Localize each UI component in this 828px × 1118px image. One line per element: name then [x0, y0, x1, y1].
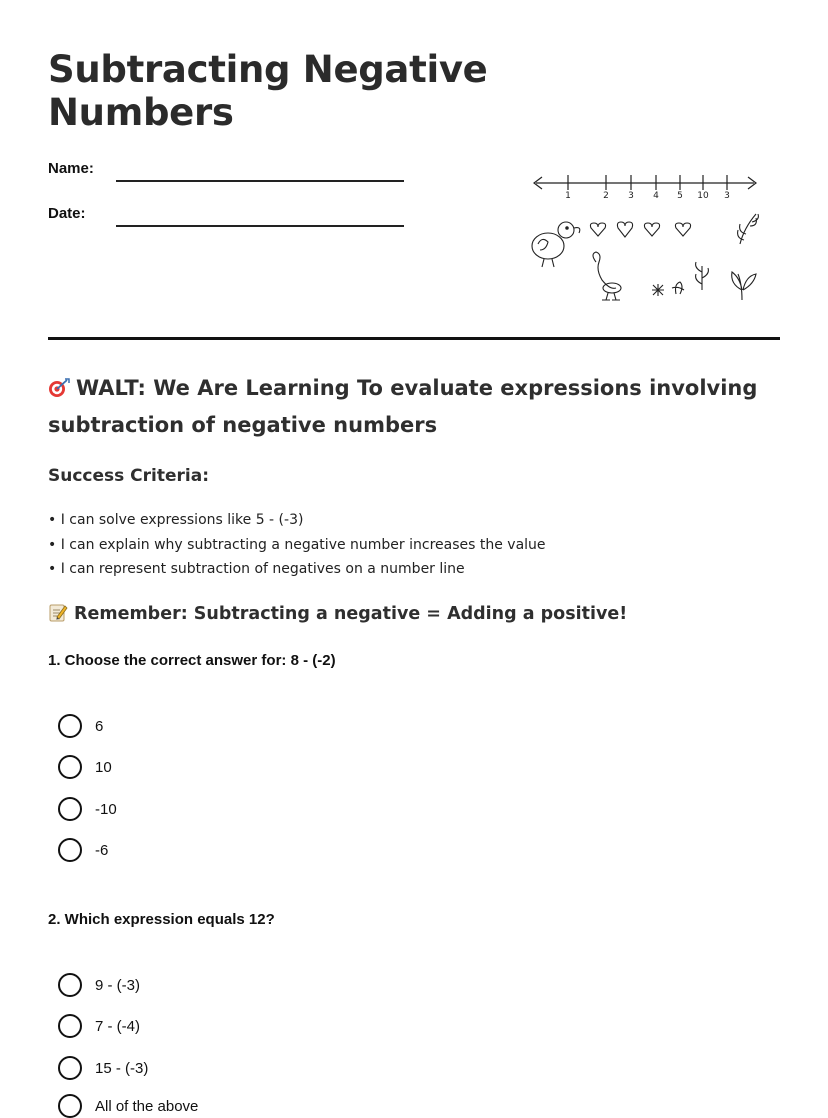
name-label: Name:	[48, 160, 94, 177]
option-label: -10	[95, 800, 117, 818]
option-label: 10	[95, 758, 112, 776]
heart-doodles	[590, 222, 690, 237]
radio-button[interactable]	[58, 755, 82, 779]
question-1-option[interactable]	[58, 838, 108, 862]
target-icon	[48, 378, 70, 398]
bird-doodle	[532, 222, 580, 267]
option-label: All of the above	[95, 1097, 199, 1115]
number-line	[534, 175, 756, 190]
walt-text: WALT: We Are Learning To evaluate expressions involving subtraction of negative numbers	[48, 376, 758, 437]
date-field[interactable]	[116, 225, 404, 227]
question-1-option[interactable]	[58, 755, 112, 779]
remember-heading	[48, 602, 627, 624]
radio-button[interactable]	[58, 797, 82, 821]
question-2-prompt: 2. Which expression equals 12?	[48, 911, 275, 928]
question-2-option[interactable]	[58, 1056, 148, 1080]
walt-heading	[48, 370, 768, 444]
radio-button[interactable]	[58, 973, 82, 997]
page-title: Subtracting Negative Numbers	[48, 48, 488, 134]
question-1-option[interactable]	[58, 797, 117, 821]
option-label: 9 - (-3)	[95, 976, 140, 994]
section-divider	[48, 337, 780, 340]
question-1-prompt: 1. Choose the correct answer for: 8 - (-2)	[48, 652, 336, 669]
radio-button[interactable]	[58, 838, 82, 862]
name-field[interactable]	[116, 180, 404, 182]
number-line-label: 10	[697, 191, 709, 201]
memo-icon	[48, 602, 68, 622]
list-item: • I can represent subtraction of negatives on a number line	[48, 561, 465, 577]
success-criteria-list	[48, 508, 546, 582]
number-line-label: 3	[628, 191, 634, 201]
flamingo-doodle	[593, 252, 621, 300]
radio-button[interactable]	[58, 1014, 82, 1038]
date-label: Date:	[48, 205, 86, 222]
number-line-label: 4	[653, 191, 659, 201]
question-2-option[interactable]	[58, 1094, 198, 1118]
radio-button[interactable]	[58, 1056, 82, 1080]
option-label: -6	[95, 841, 109, 859]
option-label: 6	[95, 717, 104, 735]
radio-button[interactable]	[58, 714, 82, 738]
number-line-label: 5	[677, 191, 683, 201]
clipart-illustration	[524, 166, 768, 308]
option-label: 7 - (-4)	[95, 1017, 140, 1035]
question-2-option[interactable]	[58, 973, 140, 997]
number-line-label: 1	[565, 191, 571, 201]
number-line-label: 2	[603, 191, 609, 201]
option-label: 15 - (-3)	[95, 1059, 149, 1077]
number-line-label: 3	[724, 191, 730, 201]
radio-button[interactable]	[58, 1094, 82, 1118]
list-item: • I can solve expressions like 5 - (-3)	[48, 512, 304, 528]
list-item: • I can explain why subtracting a negative number increases the value	[48, 536, 546, 553]
question-1-option[interactable]	[58, 714, 103, 738]
plant-doodles	[652, 214, 758, 300]
question-2-option[interactable]	[58, 1014, 140, 1038]
success-criteria-heading: Success Criteria:	[48, 466, 210, 486]
remember-text: Remember: Subtracting a negative = Adding a positive!	[74, 604, 628, 624]
